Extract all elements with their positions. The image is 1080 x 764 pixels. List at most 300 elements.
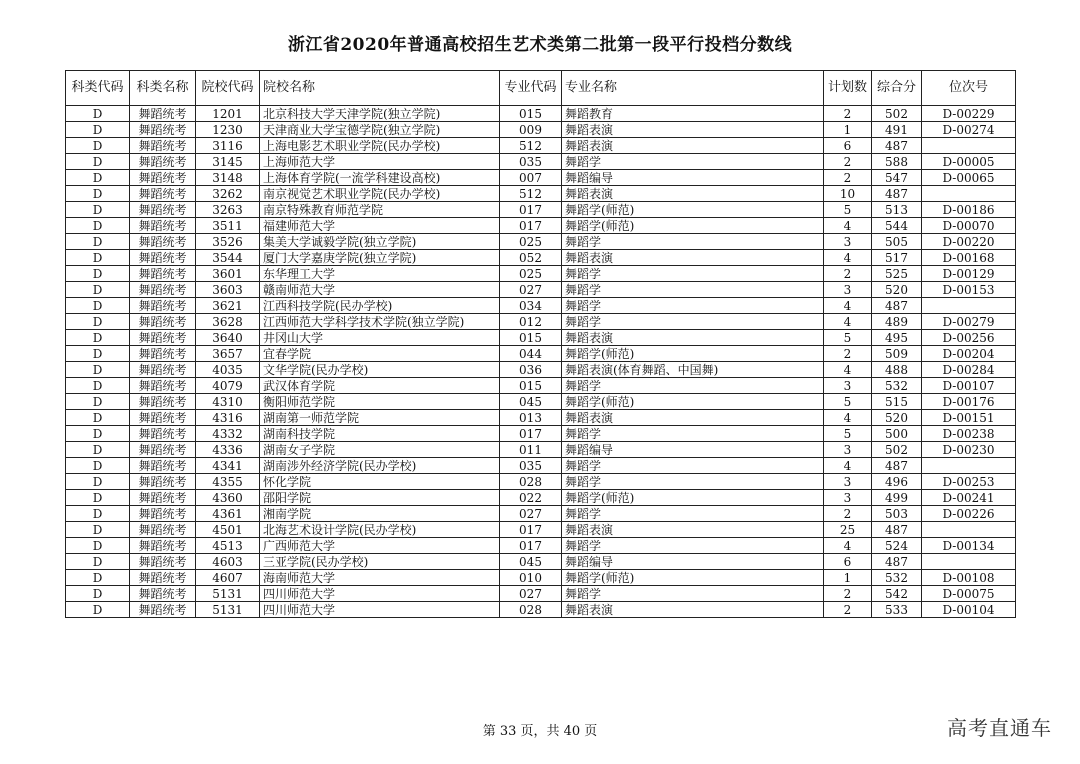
table-row: [66, 506, 1016, 522]
cell-rank: [922, 458, 1016, 474]
cell-rank: D-00065: [922, 170, 1016, 186]
cell-rank: D-00204: [922, 346, 1016, 362]
cell-category-name: 舞蹈统考: [130, 474, 196, 490]
cell-category-code: D: [66, 314, 130, 330]
cell-major-code: 022: [500, 490, 562, 506]
cell-plan-count: 3: [824, 378, 872, 394]
cell-school-code: 4360: [196, 490, 260, 506]
table-row: [66, 282, 1016, 298]
watermark: 高考直通车: [947, 716, 1052, 740]
cell-category-code: D: [66, 474, 130, 490]
cell-score: 500: [872, 426, 922, 442]
table-row: [66, 170, 1016, 186]
cell-category-code: D: [66, 378, 130, 394]
cell-rank: D-00129: [922, 266, 1016, 282]
cell-major-code: 015: [500, 330, 562, 346]
cell-major-name: 舞蹈学: [562, 538, 824, 554]
table-body: [66, 106, 1016, 618]
cell-category-name: 舞蹈统考: [130, 554, 196, 570]
table-row: [66, 602, 1016, 618]
header-major-code: 专业代码: [500, 71, 562, 106]
cell-plan-count: 5: [824, 394, 872, 410]
cell-major-name: 舞蹈学: [562, 282, 824, 298]
cell-score: 524: [872, 538, 922, 554]
cell-category-code: D: [66, 426, 130, 442]
cell-score: 509: [872, 346, 922, 362]
cell-major-name: 舞蹈学: [562, 378, 824, 394]
cell-major-name: 舞蹈编导: [562, 442, 824, 458]
cell-score: 502: [872, 106, 922, 122]
table-row: [66, 362, 1016, 378]
cell-plan-count: 3: [824, 490, 872, 506]
cell-category-name: 舞蹈统考: [130, 602, 196, 618]
cell-plan-count: 4: [824, 458, 872, 474]
cell-rank: D-00241: [922, 490, 1016, 506]
cell-category-code: D: [66, 106, 130, 122]
cell-rank: D-00075: [922, 586, 1016, 602]
table-row: [66, 154, 1016, 170]
cell-school-code: 5131: [196, 602, 260, 618]
cell-school-code: 3628: [196, 314, 260, 330]
cell-school-code: 3511: [196, 218, 260, 234]
cell-plan-count: 4: [824, 218, 872, 234]
cell-school-name: 广西师范大学: [260, 538, 500, 554]
cell-score: 544: [872, 218, 922, 234]
table-row: [66, 394, 1016, 410]
cell-category-name: 舞蹈统考: [130, 314, 196, 330]
cell-school-name: 湖南科技学院: [260, 426, 500, 442]
table-row: [66, 442, 1016, 458]
cell-rank: [922, 138, 1016, 154]
cell-score: 520: [872, 410, 922, 426]
cell-category-name: 舞蹈统考: [130, 154, 196, 170]
cell-school-code: 3263: [196, 202, 260, 218]
cell-school-code: 3262: [196, 186, 260, 202]
cell-major-name: 舞蹈表演: [562, 522, 824, 538]
cell-score: 533: [872, 602, 922, 618]
cell-category-code: D: [66, 250, 130, 266]
cell-category-name: 舞蹈统考: [130, 250, 196, 266]
cell-category-name: 舞蹈统考: [130, 186, 196, 202]
cell-major-name: 舞蹈学: [562, 506, 824, 522]
cell-rank: D-00005: [922, 154, 1016, 170]
cell-category-name: 舞蹈统考: [130, 458, 196, 474]
cell-school-name: 赣南师范大学: [260, 282, 500, 298]
cell-major-code: 052: [500, 250, 562, 266]
cell-major-code: 028: [500, 474, 562, 490]
cell-school-name: 邵阳学院: [260, 490, 500, 506]
cell-major-code: 012: [500, 314, 562, 330]
cell-major-code: 009: [500, 122, 562, 138]
cell-major-code: 036: [500, 362, 562, 378]
cell-score: 491: [872, 122, 922, 138]
cell-rank: D-00134: [922, 538, 1016, 554]
cell-score: 588: [872, 154, 922, 170]
cell-school-code: 3657: [196, 346, 260, 362]
cell-school-code: 4501: [196, 522, 260, 538]
cell-category-code: D: [66, 490, 130, 506]
cell-school-code: 3145: [196, 154, 260, 170]
cell-score: 487: [872, 554, 922, 570]
cell-category-code: D: [66, 122, 130, 138]
cell-school-name: 四川师范大学: [260, 602, 500, 618]
cell-major-code: 025: [500, 266, 562, 282]
cell-plan-count: 6: [824, 554, 872, 570]
cell-category-code: D: [66, 538, 130, 554]
cell-category-name: 舞蹈统考: [130, 362, 196, 378]
cell-rank: D-00107: [922, 378, 1016, 394]
cell-rank: [922, 298, 1016, 314]
cell-major-name: 舞蹈学: [562, 234, 824, 250]
cell-score: 495: [872, 330, 922, 346]
cell-category-code: D: [66, 266, 130, 282]
cell-category-code: D: [66, 458, 130, 474]
cell-score: 488: [872, 362, 922, 378]
cell-major-name: 舞蹈学: [562, 458, 824, 474]
cell-score: 503: [872, 506, 922, 522]
cell-school-name: 东华理工大学: [260, 266, 500, 282]
table-row: [66, 330, 1016, 346]
cell-school-name: 江西科技学院(民办学校): [260, 298, 500, 314]
cell-major-name: 舞蹈学: [562, 474, 824, 490]
cell-category-name: 舞蹈统考: [130, 106, 196, 122]
cell-category-name: 舞蹈统考: [130, 170, 196, 186]
cell-plan-count: 6: [824, 138, 872, 154]
cell-score: 499: [872, 490, 922, 506]
cell-major-code: 034: [500, 298, 562, 314]
table-row: [66, 202, 1016, 218]
table-header-row: [66, 71, 1016, 106]
cell-major-name: 舞蹈学: [562, 298, 824, 314]
cell-school-name: 湖南第一师范学院: [260, 410, 500, 426]
cell-category-name: 舞蹈统考: [130, 490, 196, 506]
cell-major-code: 045: [500, 394, 562, 410]
cell-plan-count: 3: [824, 234, 872, 250]
cell-school-code: 3116: [196, 138, 260, 154]
cell-category-name: 舞蹈统考: [130, 394, 196, 410]
cell-school-name: 湖南女子学院: [260, 442, 500, 458]
cell-major-code: 007: [500, 170, 562, 186]
cell-major-code: 035: [500, 458, 562, 474]
table-row: [66, 234, 1016, 250]
cell-school-name: 上海电影艺术职业学院(民办学校): [260, 138, 500, 154]
header-plan-count: 计划数: [824, 71, 872, 106]
cell-major-code: 045: [500, 554, 562, 570]
cell-plan-count: 5: [824, 330, 872, 346]
header-category-code: 科类代码: [66, 71, 130, 106]
cell-school-name: 集美大学诚毅学院(独立学院): [260, 234, 500, 250]
cell-school-code: 4603: [196, 554, 260, 570]
table-row: [66, 522, 1016, 538]
cell-plan-count: 25: [824, 522, 872, 538]
cell-school-code: 4355: [196, 474, 260, 490]
cell-major-name: 舞蹈表演: [562, 250, 824, 266]
cell-rank: D-00104: [922, 602, 1016, 618]
cell-plan-count: 4: [824, 298, 872, 314]
cell-score: 547: [872, 170, 922, 186]
cell-plan-count: 2: [824, 170, 872, 186]
cell-plan-count: 5: [824, 202, 872, 218]
cell-school-code: 4332: [196, 426, 260, 442]
cell-plan-count: 10: [824, 186, 872, 202]
cell-school-code: 3640: [196, 330, 260, 346]
cell-major-code: 015: [500, 106, 562, 122]
cell-major-code: 027: [500, 586, 562, 602]
cell-category-name: 舞蹈统考: [130, 218, 196, 234]
cell-category-code: D: [66, 298, 130, 314]
header-school-name: 院校名称: [260, 71, 500, 106]
cell-score: 532: [872, 570, 922, 586]
cell-plan-count: 3: [824, 442, 872, 458]
cell-rank: D-00168: [922, 250, 1016, 266]
cell-category-code: D: [66, 602, 130, 618]
cell-score: 487: [872, 298, 922, 314]
cell-school-name: 湖南涉外经济学院(民办学校): [260, 458, 500, 474]
table-row: [66, 410, 1016, 426]
cell-category-code: D: [66, 506, 130, 522]
cell-category-name: 舞蹈统考: [130, 378, 196, 394]
cell-category-name: 舞蹈统考: [130, 122, 196, 138]
cell-school-code: 3601: [196, 266, 260, 282]
cell-score: 525: [872, 266, 922, 282]
cell-category-code: D: [66, 138, 130, 154]
cell-school-name: 四川师范大学: [260, 586, 500, 602]
page-title: 浙江省2020年普通高校招生艺术类第二批第一段平行投档分数线: [287, 35, 793, 55]
table-row: [66, 458, 1016, 474]
header-score: 综合分: [872, 71, 922, 106]
cell-category-name: 舞蹈统考: [130, 570, 196, 586]
cell-school-name: 武汉体育学院: [260, 378, 500, 394]
cell-school-code: 5131: [196, 586, 260, 602]
cell-plan-count: 1: [824, 570, 872, 586]
cell-category-code: D: [66, 154, 130, 170]
cell-major-name: 舞蹈表演: [562, 602, 824, 618]
cell-major-name: 舞蹈学: [562, 154, 824, 170]
cell-rank: D-00284: [922, 362, 1016, 378]
cell-school-name: 北海艺术设计学院(民办学校): [260, 522, 500, 538]
cell-score: 520: [872, 282, 922, 298]
cell-major-name: 舞蹈学: [562, 266, 824, 282]
table-row: [66, 570, 1016, 586]
cell-major-name: 舞蹈表演: [562, 122, 824, 138]
table-row: [66, 186, 1016, 202]
cell-major-code: 017: [500, 522, 562, 538]
cell-rank: D-00176: [922, 394, 1016, 410]
cell-category-code: D: [66, 234, 130, 250]
table-row: [66, 138, 1016, 154]
table-row: [66, 106, 1016, 122]
cell-major-name: 舞蹈表演: [562, 330, 824, 346]
cell-category-name: 舞蹈统考: [130, 506, 196, 522]
cell-major-name: 舞蹈表演: [562, 410, 824, 426]
cell-school-code: 4341: [196, 458, 260, 474]
cell-major-name: 舞蹈编导: [562, 554, 824, 570]
cell-category-code: D: [66, 202, 130, 218]
cell-major-name: 舞蹈学(师范): [562, 394, 824, 410]
cell-major-code: 027: [500, 506, 562, 522]
table-row: [66, 554, 1016, 570]
cell-plan-count: 2: [824, 506, 872, 522]
table-row: [66, 250, 1016, 266]
cell-rank: [922, 522, 1016, 538]
table-row: [66, 426, 1016, 442]
header-major-name: 专业名称: [562, 71, 824, 106]
cell-school-code: 4607: [196, 570, 260, 586]
cell-major-name: 舞蹈教育: [562, 106, 824, 122]
table-row: [66, 298, 1016, 314]
cell-school-name: 南京视觉艺术职业学院(民办学校): [260, 186, 500, 202]
cell-rank: D-00279: [922, 314, 1016, 330]
cell-rank: D-00220: [922, 234, 1016, 250]
cell-plan-count: 3: [824, 474, 872, 490]
cell-school-name: 怀化学院: [260, 474, 500, 490]
cell-major-code: 017: [500, 218, 562, 234]
cell-school-name: 湘南学院: [260, 506, 500, 522]
cell-plan-count: 2: [824, 106, 872, 122]
header-rank: 位次号: [922, 71, 1016, 106]
table-row: [66, 122, 1016, 138]
cell-major-name: 舞蹈学: [562, 586, 824, 602]
cell-category-name: 舞蹈统考: [130, 426, 196, 442]
page-footer: 第 33 页，共 40 页: [482, 724, 598, 739]
cell-score: 532: [872, 378, 922, 394]
cell-major-code: 027: [500, 282, 562, 298]
cell-plan-count: 4: [824, 314, 872, 330]
cell-category-name: 舞蹈统考: [130, 234, 196, 250]
cell-major-code: 028: [500, 602, 562, 618]
cell-category-name: 舞蹈统考: [130, 282, 196, 298]
header-category-name: 科类名称: [130, 71, 196, 106]
cell-category-code: D: [66, 282, 130, 298]
cell-category-code: D: [66, 346, 130, 362]
cell-school-code: 3603: [196, 282, 260, 298]
cell-school-code: 3621: [196, 298, 260, 314]
cell-category-name: 舞蹈统考: [130, 330, 196, 346]
cell-school-code: 3148: [196, 170, 260, 186]
table-row: [66, 490, 1016, 506]
cell-rank: D-00256: [922, 330, 1016, 346]
cell-plan-count: 1: [824, 122, 872, 138]
cell-major-name: 舞蹈表演(体育舞蹈、中国舞): [562, 362, 824, 378]
cell-school-name: 衡阳师范学院: [260, 394, 500, 410]
cell-major-code: 015: [500, 378, 562, 394]
cell-rank: D-00253: [922, 474, 1016, 490]
cell-major-name: 舞蹈学: [562, 426, 824, 442]
cell-school-code: 3526: [196, 234, 260, 250]
cell-plan-count: 2: [824, 602, 872, 618]
cell-major-name: 舞蹈学(师范): [562, 202, 824, 218]
cell-rank: [922, 554, 1016, 570]
cell-score: 496: [872, 474, 922, 490]
cell-major-code: 010: [500, 570, 562, 586]
cell-rank: D-00230: [922, 442, 1016, 458]
cell-category-code: D: [66, 394, 130, 410]
cell-major-code: 017: [500, 426, 562, 442]
table-row: [66, 538, 1016, 554]
cell-rank: D-00151: [922, 410, 1016, 426]
cell-plan-count: 2: [824, 154, 872, 170]
cell-school-code: 3544: [196, 250, 260, 266]
cell-plan-count: 3: [824, 282, 872, 298]
cell-score: 487: [872, 458, 922, 474]
table-row: [66, 266, 1016, 282]
cell-category-name: 舞蹈统考: [130, 202, 196, 218]
cell-category-name: 舞蹈统考: [130, 522, 196, 538]
cell-school-code: 1201: [196, 106, 260, 122]
cell-school-name: 厦门大学嘉庚学院(独立学院): [260, 250, 500, 266]
cell-category-code: D: [66, 362, 130, 378]
cell-major-name: 舞蹈学: [562, 314, 824, 330]
cell-major-code: 044: [500, 346, 562, 362]
cell-rank: D-00229: [922, 106, 1016, 122]
cell-category-code: D: [66, 186, 130, 202]
cell-score: 542: [872, 586, 922, 602]
cell-category-name: 舞蹈统考: [130, 410, 196, 426]
cell-school-name: 上海体育学院(一流学科建设高校): [260, 170, 500, 186]
cell-score: 489: [872, 314, 922, 330]
table-row: [66, 474, 1016, 490]
cell-school-code: 4336: [196, 442, 260, 458]
score-table: [65, 70, 1016, 618]
cell-major-name: 舞蹈学(师范): [562, 218, 824, 234]
cell-school-code: 4079: [196, 378, 260, 394]
header-school-code: 院校代码: [196, 71, 260, 106]
cell-category-code: D: [66, 330, 130, 346]
cell-major-name: 舞蹈表演: [562, 186, 824, 202]
cell-category-name: 舞蹈统考: [130, 346, 196, 362]
cell-score: 487: [872, 186, 922, 202]
cell-category-code: D: [66, 410, 130, 426]
cell-school-code: 1230: [196, 122, 260, 138]
cell-major-name: 舞蹈学(师范): [562, 570, 824, 586]
cell-major-code: 512: [500, 138, 562, 154]
cell-rank: D-00070: [922, 218, 1016, 234]
table-row: [66, 314, 1016, 330]
cell-category-code: D: [66, 570, 130, 586]
cell-school-name: 海南师范大学: [260, 570, 500, 586]
cell-school-name: 三亚学院(民办学校): [260, 554, 500, 570]
cell-major-code: 035: [500, 154, 562, 170]
cell-category-code: D: [66, 522, 130, 538]
cell-rank: D-00153: [922, 282, 1016, 298]
cell-plan-count: 2: [824, 266, 872, 282]
cell-plan-count: 4: [824, 362, 872, 378]
cell-plan-count: 4: [824, 250, 872, 266]
cell-school-name: 宜春学院: [260, 346, 500, 362]
cell-school-name: 北京科技大学天津学院(独立学院): [260, 106, 500, 122]
cell-school-name: 福建师范大学: [260, 218, 500, 234]
cell-score: 502: [872, 442, 922, 458]
cell-category-name: 舞蹈统考: [130, 442, 196, 458]
table-row: [66, 378, 1016, 394]
table-row: [66, 346, 1016, 362]
cell-score: 517: [872, 250, 922, 266]
cell-rank: D-00108: [922, 570, 1016, 586]
cell-school-name: 江西师范大学科学技术学院(独立学院): [260, 314, 500, 330]
cell-score: 487: [872, 138, 922, 154]
table-row: [66, 218, 1016, 234]
cell-category-name: 舞蹈统考: [130, 586, 196, 602]
cell-score: 505: [872, 234, 922, 250]
cell-major-name: 舞蹈编导: [562, 170, 824, 186]
cell-score: 513: [872, 202, 922, 218]
cell-major-name: 舞蹈表演: [562, 138, 824, 154]
cell-rank: [922, 186, 1016, 202]
cell-major-name: 舞蹈学(师范): [562, 346, 824, 362]
cell-plan-count: 5: [824, 426, 872, 442]
cell-major-code: 017: [500, 202, 562, 218]
cell-rank: D-00238: [922, 426, 1016, 442]
